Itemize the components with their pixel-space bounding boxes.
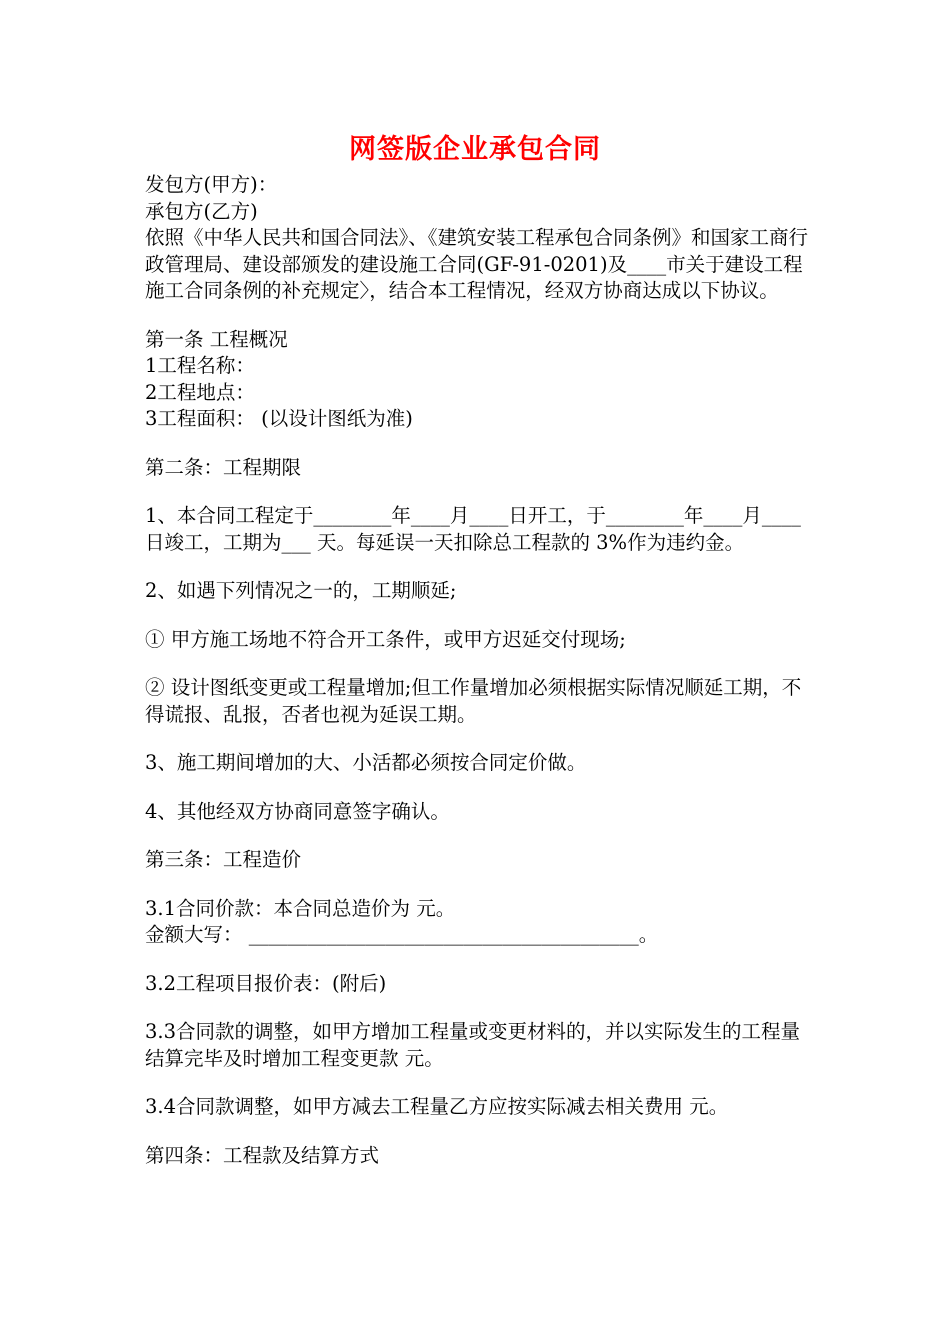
clause-3-3: 3.3合同款的调整，如甲方增加工程量或变更材料的，并以实际发生的工程量结算完毕及时增加工程变更款 元。 [145,1020,801,1070]
preamble-paragraph: 依照《中华人民共和国合同法》、《建筑安装工程承包合同条例》和国家工商行政管理局、建设部颁发的建设施工合同(GF-91-0201)及____市关于建设工程施工合同条例的补充规定〉，结合本工程情况，经双方协商达成以下协议。 [145,226,809,302]
party-b-line: 承包方(乙方) [145,199,258,223]
document-title: 网签版企业承包合同 [349,134,601,165]
spacer [145,433,810,455]
clause-2-4: 4、其他经双方协商同意签字确认。 [145,799,450,823]
spacer [145,777,810,799]
spacer [145,949,810,971]
clause-3-2: 3.2工程项目报价表：(附后) [145,971,387,995]
clause-2-2: 2、如遇下列情况之一的，工期顺延; [145,579,457,602]
spacer [145,653,810,675]
spacer [145,605,810,627]
article-1-heading: 第一条 工程概况 [145,327,288,351]
spacer [145,556,810,578]
document-body [145,172,810,1169]
spacer [145,1121,810,1143]
clause-3-4: 3.4合同款调整，如甲方减去工程量乙方应按实际减去相关费用 元。 [145,1095,729,1118]
article-2-heading: 第二条：工程期限 [145,455,302,479]
spacer [145,1072,810,1094]
delay-case-1: ① 甲方施工场地不符合开工条件，或甲方迟延交付现场; [145,627,626,651]
spacer [145,997,810,1019]
article-3-heading: 第三条：工程造价 [145,848,302,871]
spacer [145,481,810,503]
spacer [145,874,810,896]
project-area-line: 3工程面积： (以设计图纸为准) [145,407,413,430]
spacer [145,305,810,327]
clause-2-3: 3、施工期间增加的大、小活都必须按合同定价做。 [145,751,587,774]
party-a-line: 发包方(甲方)： [145,173,278,196]
clause-2-1: 1、本合同工程定于________年____月____日开工，于________年____月____日竣工，工期为___ 天。每延误一天扣除总工程款的 3%作为违约金。 [145,504,801,554]
clause-3-1: 3.1合同价款：本合同总造价为 元。 [145,896,456,920]
spacer [145,825,810,847]
article-4-heading: 第四条：工程款及结算方式 [145,1143,380,1167]
spacer [145,728,810,750]
delay-case-2: ② 设计图纸变更或工程量增加;但工作量增加必须根据实际情况顺延工期，不得谎报、乱报，否者也视为延误工期。 [145,676,802,726]
amount-in-words-line: 金额大写： ________________________________________。 [145,923,659,946]
project-name-line: 1工程名称： [145,354,255,377]
project-location-line: 2工程地点： [145,380,255,404]
